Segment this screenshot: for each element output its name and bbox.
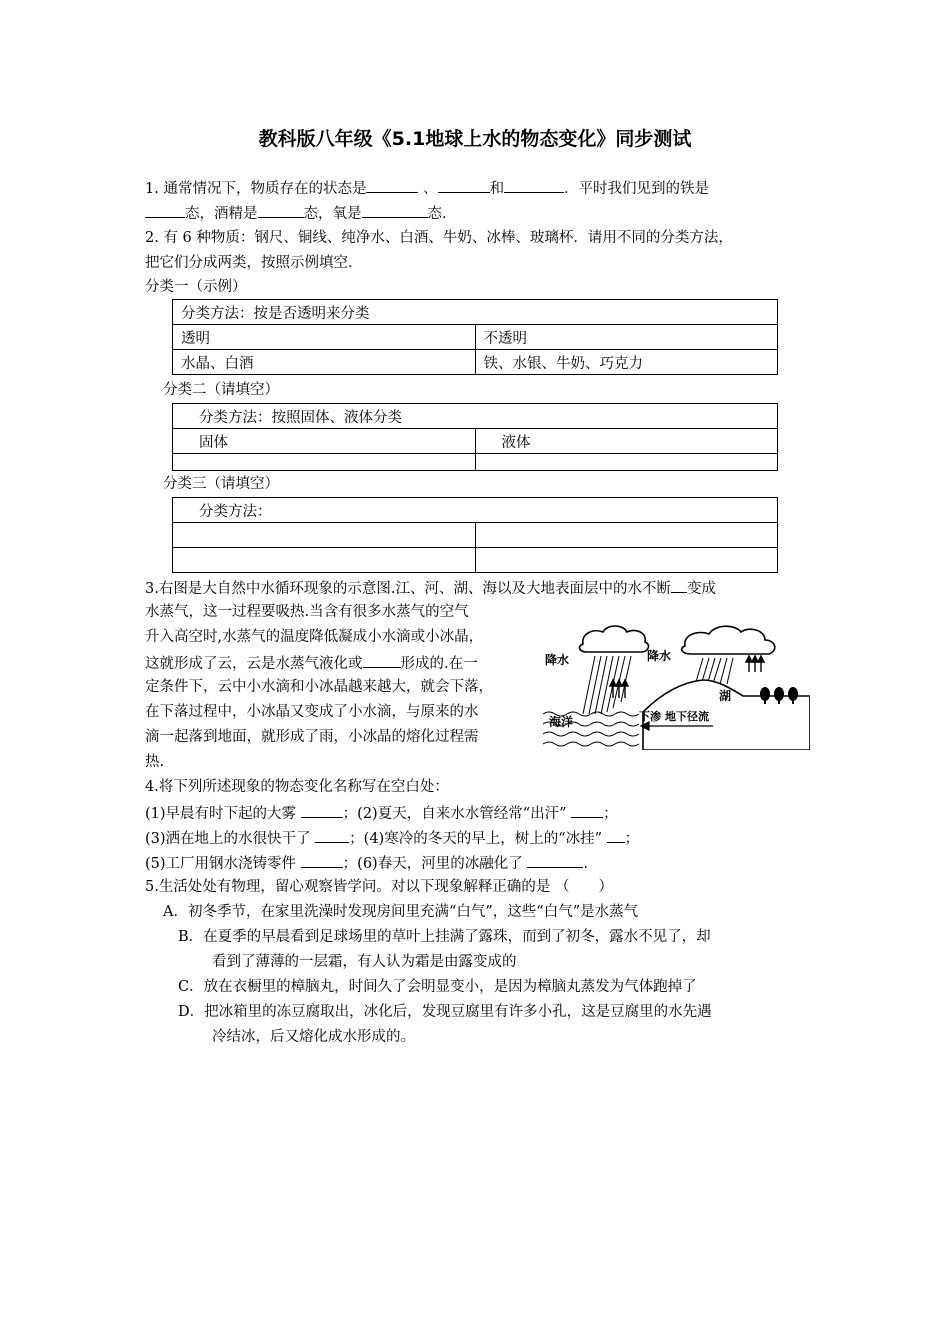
q5-stem: 5.生活处处有物理，留心观察皆学问。对以下现象解释正确的是 （ ） <box>145 879 613 895</box>
q4-item-4-end: ； <box>624 831 640 847</box>
q5-option-b-line1[interactable]: B．在夏季的早晨看到足球场里的草叶上挂满了露珠，而到了初冬，露水不见了，却 <box>178 929 711 945</box>
q4-intro: 4.将下列所述现象的物态变化名称写在空白处： <box>145 779 449 795</box>
q5-option-b-line2: 看到了薄薄的一层霜，有人认为霜是由露变成的 <box>212 954 517 970</box>
q1-blank-1[interactable] <box>366 177 418 193</box>
class2-method: 分类方法：按照固体、液体分类 <box>173 404 778 429</box>
q4-item-6-end: . <box>583 856 588 872</box>
class2-table <box>172 403 778 471</box>
q1-text-c: 态，酒精是 <box>185 206 258 222</box>
q1-blank-oxygen[interactable] <box>362 202 428 218</box>
example-left-head: 透明 <box>173 325 476 350</box>
example-right-items: 铁、水银、牛奶、巧克力 <box>475 350 778 375</box>
q1-sep-2: 和 <box>489 181 505 197</box>
right-cloud-icon <box>682 626 775 654</box>
diagram-label-seep: 下渗 <box>639 710 661 723</box>
diagram-label-rain-left: 降水 <box>545 653 570 667</box>
class2-left-blank[interactable] <box>173 454 476 471</box>
q3-line1 <box>145 577 716 599</box>
left-cloud-icon <box>580 626 649 652</box>
q4-blank-5[interactable] <box>301 852 343 868</box>
q2-class3-label: 分类三（请填空） <box>163 476 279 492</box>
trees-icon <box>760 687 798 704</box>
q2-line1: 2. 有 6 种物质：钢尺、铜线、纯净水、白酒、牛奶、冰棒、玻璃杯．请用不同的分类方法， <box>145 230 733 246</box>
class3-right-head-blank[interactable] <box>475 523 778 548</box>
page-title: 教科版八年级《5.1地球上水的物态变化》同步测试 <box>258 128 692 150</box>
class3-method: 分类方法： <box>173 498 778 523</box>
q2-line2: 把它们分成两类，按照示例填空． <box>145 255 363 271</box>
q1-blank-iron[interactable] <box>145 202 185 218</box>
q3-line2: 水蒸气，这一过程要吸热.当含有很多水蒸气的空气 <box>145 604 469 620</box>
q5-option-a[interactable]: A．初冬季节，在家里洗澡时发现房间里充满“白气”，这些“白气”是水蒸气 <box>163 904 639 920</box>
q1-blank-2[interactable] <box>438 177 490 193</box>
class2-left-head: 固体 <box>173 429 476 454</box>
q4-line2 <box>145 827 639 849</box>
example-table <box>172 299 778 375</box>
q4-blank-1[interactable] <box>301 802 343 818</box>
q1-text-e: 态． <box>427 206 457 222</box>
q3-blank-1[interactable] <box>671 577 687 593</box>
q4-blank-2[interactable] <box>571 802 603 818</box>
q2-class2-label: 分类二（请填空） <box>163 382 279 398</box>
q4-blank-4[interactable] <box>607 827 625 843</box>
q3-text-1a: 3.右图是大自然中水循环现象的示意图.江、河、湖、海以及大地表面层中的水不断 <box>145 581 671 597</box>
q4-item-5: (5)工厂用钢水浇铸零件 <box>145 856 297 872</box>
class3-left-items-blank[interactable] <box>173 548 476 573</box>
water-cycle-diagram <box>543 622 810 750</box>
q4-item-2-end: ； <box>603 806 618 822</box>
q3-line6: 在下落过程中，小冰晶又变成了小水滴，与原来的水 <box>145 704 479 720</box>
q1-text-a: 1. 通常情况下，物质存在的状态是 <box>145 181 367 197</box>
q1-text-b: ．平时我们见到的铁是 <box>564 181 710 197</box>
diagram-label-rain-right: 降水 <box>647 649 672 663</box>
q1-line1 <box>145 177 709 199</box>
q3-line4 <box>145 652 478 674</box>
q1-sep-1: 、 <box>423 181 438 197</box>
example-right-head: 不透明 <box>475 325 778 350</box>
q3-blank-2[interactable] <box>363 652 401 668</box>
q1-blank-3[interactable] <box>504 177 564 193</box>
q5-option-d-line2: 冷结冰，后又熔化成水形成的。 <box>212 1029 415 1045</box>
q3-text-4b: 形成的.在一 <box>400 656 478 672</box>
q3-line3: 升入高空时,水蒸气的温度降低凝成小水滴或小冰晶， <box>145 629 484 645</box>
diagram-label-underground: 地下径流 <box>665 710 709 723</box>
q4-item-3: (3)洒在地上的水很快干了 <box>145 831 311 847</box>
class3-left-head-blank[interactable] <box>173 523 476 548</box>
class2-right-blank[interactable] <box>475 454 778 471</box>
q5-option-d-line1[interactable]: D．把冰箱里的冻豆腐取出，冰化后，发现豆腐里有许多小孔，这是豆腐里的水先遇 <box>178 1004 712 1020</box>
q4-blank-3[interactable] <box>315 827 349 843</box>
q2-example-label: 分类一（示例） <box>145 279 247 295</box>
q3-line7: 滴一起落到地面，就形成了雨，小冰晶的熔化过程需 <box>145 729 479 745</box>
q1-text-d: 态，氧是 <box>303 206 362 222</box>
q3-line5: 定条件下，云中小水滴和小冰晶越来越大，就会下落， <box>145 679 493 695</box>
class2-right-head: 液体 <box>475 429 778 454</box>
q4-blank-6[interactable] <box>527 852 583 868</box>
diagram-label-sea: 海洋 <box>549 715 574 729</box>
q4-item-6: ；(6)春天，河里的冰融化了 <box>342 856 523 872</box>
q1-line2 <box>145 202 457 224</box>
class3-right-items-blank[interactable] <box>475 548 778 573</box>
q5-option-c[interactable]: C．放在衣橱里的樟脑丸，时间久了会明显变小，是因为樟脑丸蒸发为气体跑掉了 <box>178 979 697 995</box>
q3-text-1b: 变成 <box>686 581 716 597</box>
q4-item-2: ；(2)夏天，自来水水管经常“出汗” <box>342 806 567 822</box>
diagram-label-lake: 湖 <box>719 689 732 703</box>
example-method: 分类方法：按是否透明来分类 <box>173 300 778 325</box>
example-left-items: 水晶、白酒 <box>173 350 476 375</box>
q4-item-4: ；(4)寒冷的冬天的早上，树上的“冰挂” <box>349 831 603 847</box>
class3-table <box>172 497 778 573</box>
q3-line8: 热. <box>145 754 165 770</box>
q4-line1 <box>145 802 618 824</box>
q1-blank-alcohol[interactable] <box>258 202 304 218</box>
q3-text-4a: 这就形成了云，云是水蒸气液化或 <box>145 656 363 672</box>
q4-item-1: (1)早晨有时下起的大雾 <box>145 806 297 822</box>
q4-line3 <box>145 852 588 874</box>
